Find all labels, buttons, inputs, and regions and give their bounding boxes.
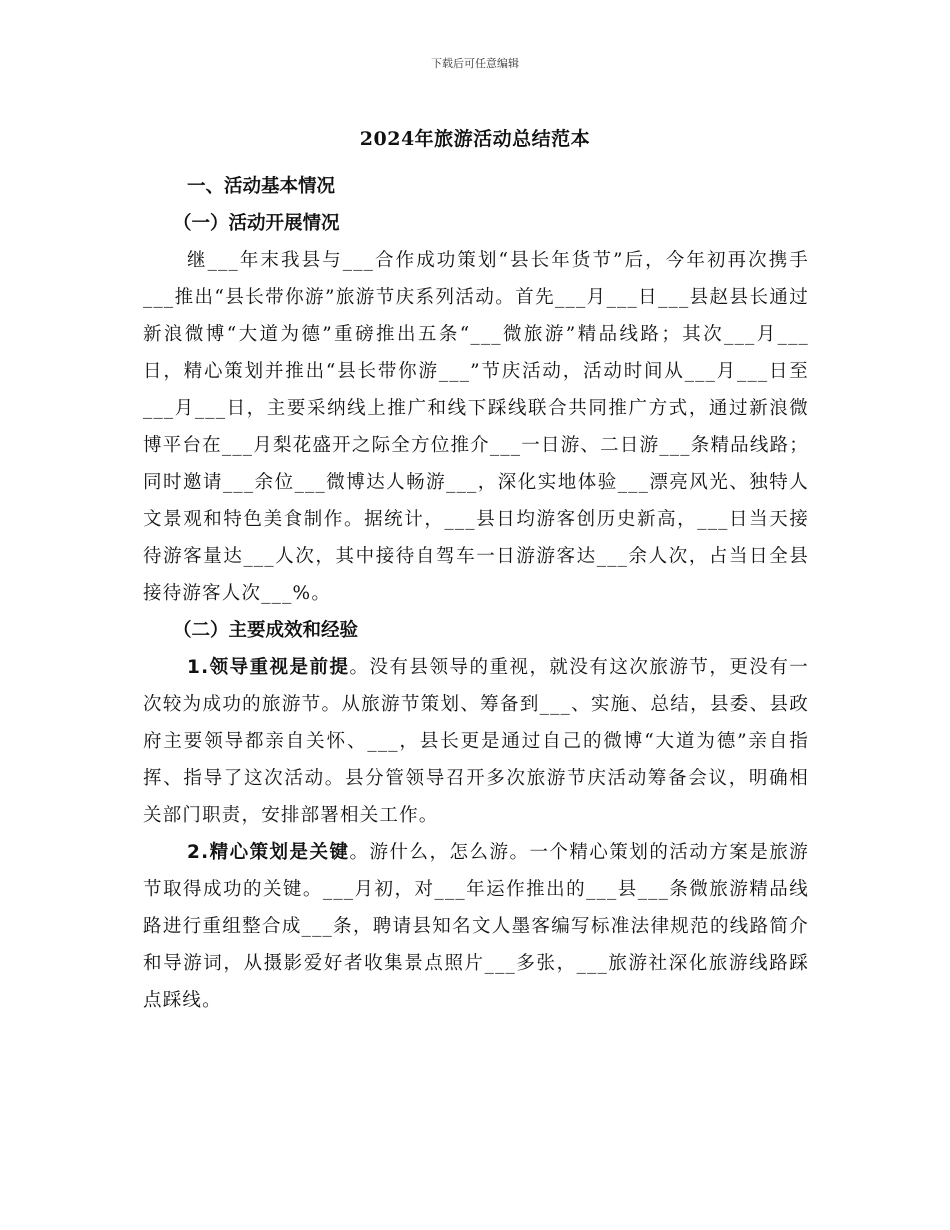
item-lead-planning: 2.精心策划是关键: [187, 842, 350, 863]
paragraph-planning: [143, 834, 809, 1019]
document-body: [143, 168, 809, 1019]
document-title: 2024年旅游活动总结范本: [359, 128, 591, 150]
item-lead-leadership: 1.领导重视是前提: [187, 657, 350, 678]
paragraph-activity-overview: 继___年末我县与___合作成功策划“县长年货节”后，今年初再次携手___推出“县长带你游”旅游节庆系列活动。首先___月___日___县赵县长通过新浪微博“大道为德”重磅推出五条“___微旅游”精品线路；其次___月___日，精心策划并推出“县长带你游___”节庆活动，活动时间从___月___日至___月___日，主要采纳线上推广和线下踩线联合共同推广方式，通过新浪微博平台在___月梨花盛开之际全方位推介___一日游、二日游___条精品线路；同时邀请___余位___微博达人畅游___，深化实地体验___漂亮风光、独特人文景观和特色美食制作。据统计，___县日均游客创历史新高，___日当天接待游客量达___人次，其中接待自驾车一日游游客达___余人次，占当日全县接待游客人次___%。: [143, 250, 809, 604]
header-note: 下载后可任意编辑: [431, 57, 519, 70]
subsection-heading-2: （二）主要成效和经验: [173, 620, 359, 641]
subsection-heading-1: （一）活动开展情况: [173, 213, 340, 234]
section-heading-1: 一、活动基本情况: [187, 176, 336, 197]
item-text-leadership: 。没有县领导的重视，就没有这次旅游节，更没有一次较为成功的旅游节。从旅游节策划、筹备到___、实施、总结，县委、县政府主要领导都亲自关怀、___，县长更是通过自己的微博“大道为德”亲自指挥、指导了这次活动。县分管领导召开多次旅游节庆活动筹备会议，明确相关部门职责，安排部署相关工作。: [143, 657, 810, 826]
item-text-planning: 。游什么，怎么游。一个精心策划的活动方案是旅游节取得成功的关键。___月初，对___年运作推出的___县___条微旅游精品线路进行重组整合成___条，聘请县知名文人墨客编写标准法律规范的线路简介和导游词，从摄影爱好者收集景点照片___多张，___旅游社深化旅游线路踩点踩线。: [143, 842, 810, 1011]
paragraph-leadership: [143, 649, 809, 834]
